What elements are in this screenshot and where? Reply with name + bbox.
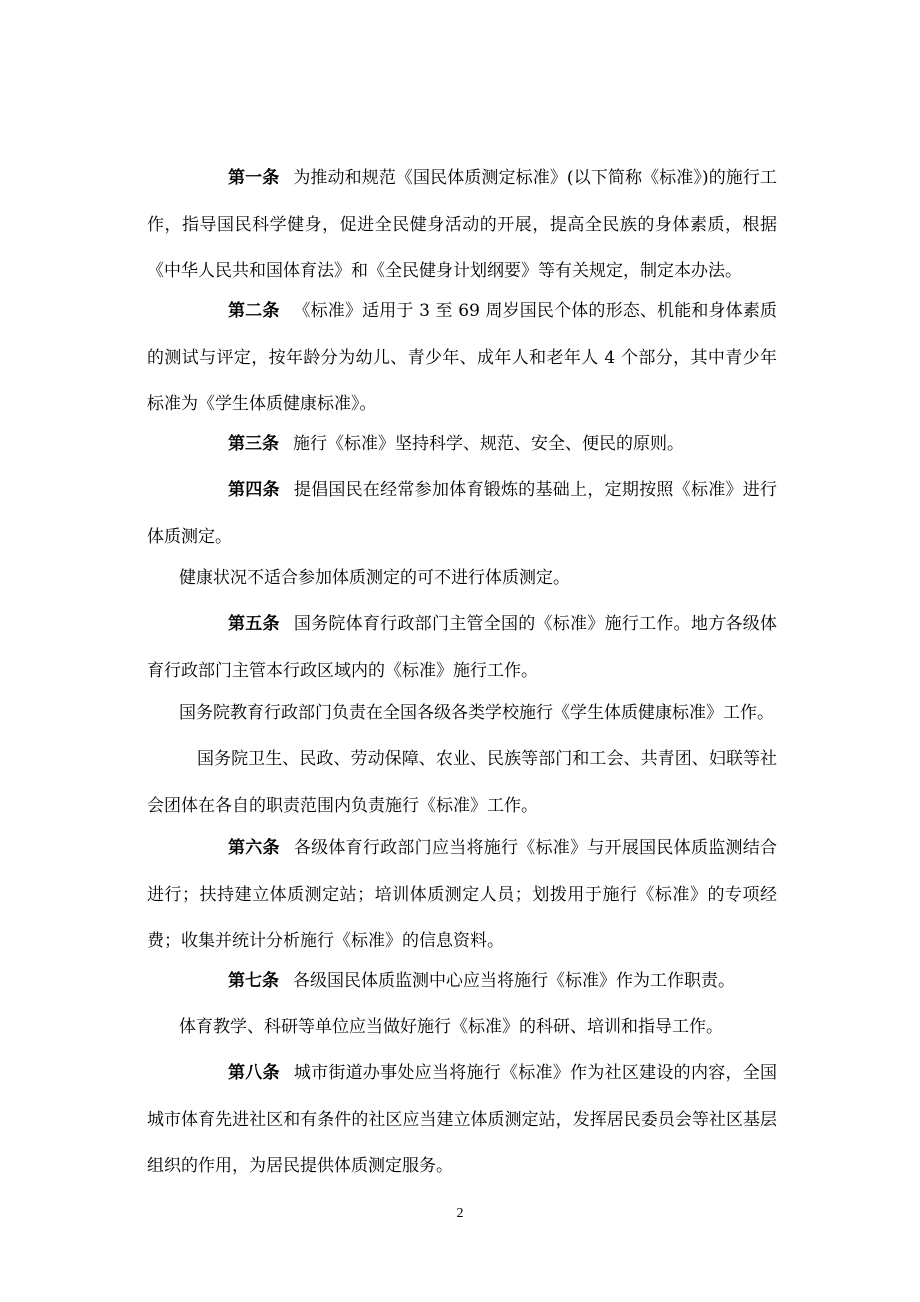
article-text: 《标准》适用于 3 至 69 周岁国民个体的形态、机能和身体素质的测试与评定，按年龄分为幼儿、青少年、成年人和老年人 4 个部分，其中青少年标准为《学生体质健康标准》。 <box>147 301 778 414</box>
paragraph <box>147 690 777 737</box>
article-text: 为推动和规范《国民体质测定标准》(以下简称《标准》)的施行工作，指导国民科学健身，促进全民健身活动的开展，提高全民族的身体素质，根据《中华人民共和国体育法》和《全民健身计划纲要》等有关规定，制定本办法。 <box>147 168 778 281</box>
article-label: 第七条 <box>228 971 279 991</box>
article-6 <box>147 825 777 965</box>
article-label: 第二条 <box>228 301 280 321</box>
article-label: 第三条 <box>228 434 279 454</box>
paragraph <box>147 555 777 602</box>
article-label: 第四条 <box>228 480 280 500</box>
article-5 <box>147 601 777 694</box>
paragraph <box>147 1004 777 1051</box>
article-text: 提倡国民在经常参加体育锻炼的基础上，定期按照《标准》进行体质测定。 <box>147 480 778 547</box>
paragraph-text: 国务院教育行政部门负责在全国各级各类学校施行《学生体质健康标准》工作。 <box>179 703 774 723</box>
article-1 <box>147 155 777 295</box>
paragraph-text: 健康状况不适合参加体质测定的可不进行体质测定。 <box>179 568 570 588</box>
paragraph-text: 国务院卫生、民政、劳动保障、农业、民族等部门和工会、共青团、妇联等社会团体在各自的职责范围内负责施行《标准》工作。 <box>147 749 777 816</box>
article-text: 各级体育行政部门应当将施行《标准》与开展国民体质监测结合进行；扶持建立体质测定站；培训体质测定人员；划拨用于施行《标准》的专项经费；收集并统计分析施行《标准》的信息资料。 <box>147 838 778 951</box>
article-text: 各级国民体质监测中心应当将施行《标准》作为工作职责。 <box>293 971 735 991</box>
article-label: 第一条 <box>228 168 280 188</box>
page-number: 2 <box>456 1206 464 1221</box>
article-4 <box>147 467 777 560</box>
article-label: 第八条 <box>228 1063 280 1083</box>
paragraph <box>147 736 777 829</box>
article-text: 城市街道办事处应当将施行《标准》作为社区建设的内容，全国城市体育先进社区和有条件的社区应当建立体质测定站，发挥居民委员会等社区基层组织的作用，为居民提供体质测定服务。 <box>147 1063 778 1176</box>
article-7 <box>147 958 777 1005</box>
article-text: 国务院体育行政部门主管全国的《标准》施行工作。地方各级体育行政部门主管本行政区域内的《标准》施行工作。 <box>147 614 778 681</box>
article-8 <box>147 1050 777 1190</box>
paragraph-text: 体育教学、科研等单位应当做好施行《标准》的科研、培训和指导工作。 <box>179 1017 723 1037</box>
article-label: 第六条 <box>228 838 280 858</box>
article-label: 第五条 <box>228 614 280 634</box>
article-3 <box>147 421 777 468</box>
article-2 <box>147 288 777 428</box>
article-text: 施行《标准》坚持科学、规范、安全、便民的原则。 <box>293 434 684 454</box>
